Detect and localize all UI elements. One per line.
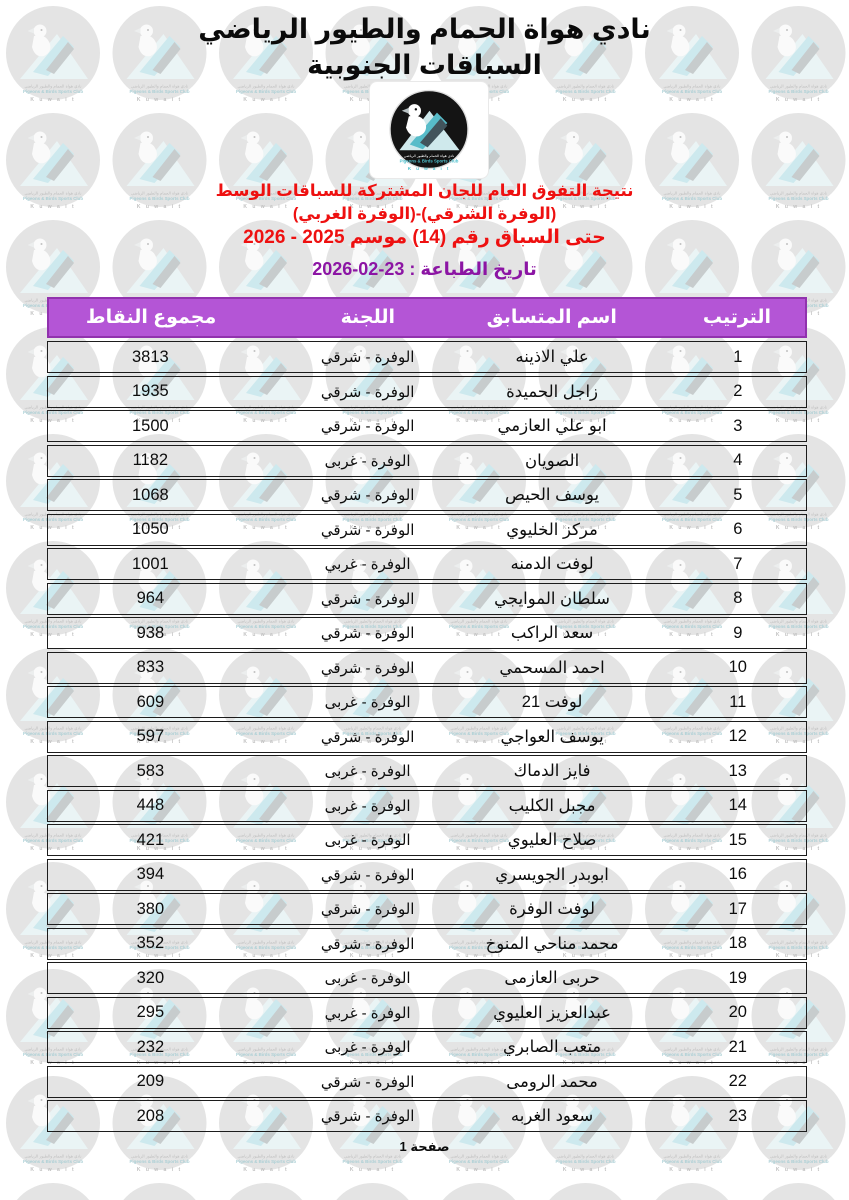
result-heading-line2: (الوفرة الشرقي)-(الوفرة الغربي) (292, 205, 557, 223)
committee-cell: الوفرة - شرقي (320, 659, 415, 677)
table-row (47, 893, 807, 925)
committee-cell: الوفرة - شرقي (320, 418, 415, 435)
table-row (47, 721, 807, 753)
table-row (47, 686, 807, 718)
points-cell: 380 (136, 899, 165, 918)
rank-cell: 2 (733, 382, 743, 400)
rank-cell: 12 (728, 727, 747, 745)
rank-cell: 20 (728, 1003, 747, 1021)
points-cell: 597 (136, 727, 165, 745)
rank-cell: 4 (733, 451, 743, 469)
points-cell: 938 (136, 623, 165, 642)
table-row (47, 928, 807, 960)
committee-cell: الوفرة - غربى (324, 763, 411, 780)
points-cell: 421 (136, 830, 165, 849)
rank-cell: 21 (728, 1037, 747, 1056)
committee-cell: الوفرة - غربي (324, 556, 411, 573)
name-cell: محمد مناحي المنوخ (485, 934, 619, 953)
table-row (47, 376, 807, 408)
table-row (47, 859, 807, 891)
points-cell: 209 (136, 1072, 165, 1090)
name-cell: حربى العازمى (504, 969, 600, 987)
header-name: اسم المتسابق (486, 307, 617, 328)
table-row (47, 583, 807, 615)
points-cell: 1182 (132, 451, 169, 469)
rank-cell: 22 (728, 1072, 747, 1090)
points-cell: 1050 (132, 520, 169, 538)
header-rank: الترتيب (702, 307, 772, 328)
committee-cell: الوفرة - شرقي (320, 1073, 415, 1091)
rank-cell: 13 (728, 761, 747, 780)
results-table (47, 297, 807, 1125)
print-date: تاريخ الطباعة : 23-02-2026 (312, 259, 537, 279)
name-cell: لوفت الدمنه (510, 555, 594, 573)
committee-cell: الوفرة - شرقي (320, 590, 415, 608)
points-cell: 352 (136, 934, 165, 952)
points-cell: 833 (136, 658, 165, 676)
committee-cell: الوفرة - غربى (324, 1039, 411, 1056)
committee-cell: الوفرة - شرقي (320, 866, 415, 884)
committee-cell: الوفرة - شرقي (320, 935, 415, 953)
points-cell: 448 (136, 796, 165, 814)
club-logo (370, 82, 488, 178)
rank-cell: 19 (728, 968, 747, 987)
table-row (47, 790, 807, 822)
rank-cell: 14 (728, 796, 747, 814)
committee-cell: الوفرة - غربى (324, 832, 411, 849)
rank-cell: 8 (733, 589, 743, 607)
rank-cell: 3 (733, 416, 743, 435)
committee-cell: الوفرة - شرقي (320, 487, 415, 504)
points-cell: 394 (136, 865, 165, 883)
rank-cell: 23 (728, 1106, 747, 1125)
table-row (47, 1031, 807, 1063)
table-row (47, 410, 807, 442)
table-row (47, 824, 807, 856)
committee-cell: الوفرة - شرقي (320, 901, 415, 918)
name-cell: متعب الصابري (503, 1038, 602, 1056)
points-cell: 232 (136, 1037, 165, 1056)
committee-cell: الوفرة - شرقي (320, 383, 415, 401)
table-row (47, 548, 807, 580)
name-cell: مجبل الكليب (508, 796, 596, 815)
name-cell: مركز الخليوي (506, 520, 598, 539)
name-cell: صلاح العليوي (507, 831, 597, 849)
rank-cell: 17 (728, 899, 747, 918)
table-row (47, 514, 807, 546)
rank-cell: 16 (728, 865, 747, 883)
name-cell: ابو علي العازمي (497, 417, 607, 435)
points-cell: 964 (136, 589, 165, 607)
club-logo-icon (375, 85, 483, 175)
points-cell: 583 (136, 761, 165, 780)
table-header-row (47, 297, 807, 338)
points-cell: 3813 (132, 347, 169, 366)
header-committee: اللجنة (340, 307, 396, 328)
name-cell: ابوبدر الجويسري (495, 865, 609, 884)
committee-cell: الوفرة - غربى (324, 694, 411, 711)
logo-arabic-text: نادي هواة الحمام والطيور الرياضي (403, 153, 455, 158)
points-cell: 208 (136, 1106, 165, 1125)
rank-cell: 6 (733, 520, 743, 538)
points-cell: 1068 (132, 485, 169, 504)
points-cell: 320 (136, 968, 165, 987)
name-cell: يوسف الحيص (505, 486, 600, 504)
table-row (47, 1100, 807, 1132)
table-row (47, 617, 807, 649)
committee-cell: الوفرة - شرقي (320, 625, 415, 642)
name-cell: فايز الدماك (513, 762, 591, 780)
rank-cell: 15 (728, 830, 747, 849)
points-cell: 1935 (132, 382, 169, 400)
rank-cell: 9 (733, 623, 743, 642)
name-cell: محمد الرومى (506, 1072, 598, 1091)
table-row (47, 341, 807, 373)
rank-cell: 11 (729, 692, 747, 711)
name-cell: زاجل الحميدة (506, 382, 599, 401)
name-cell: سعد الراكب (510, 624, 594, 642)
name-cell: يوسف العواجي (500, 727, 604, 746)
name-cell: لوفت 21 (521, 693, 583, 711)
committee-cell: الوفرة - غربى (324, 797, 411, 815)
rank-cell: 5 (733, 485, 743, 504)
name-cell: علي الاذينه (515, 348, 589, 366)
logo-kuwait-text: K u w a i t (407, 165, 451, 171)
committee-cell: الوفرة - شرقي (320, 728, 415, 746)
header-points: مجموع النقاط (85, 307, 217, 328)
table-row (47, 652, 807, 684)
committee-cell: الوفرة - غربي (324, 1004, 411, 1022)
page-number: صفحة 1 (399, 1139, 450, 1154)
result-heading-line3: حتى السباق رقم (14) موسم 2025 - 2026 (243, 227, 606, 248)
committee-cell: الوفرة - غربى (324, 452, 411, 470)
rank-cell: 18 (728, 934, 747, 952)
result-heading-line1: نتيجة التفوق العام للجان المشتركة للسباقات الوسط (215, 182, 634, 200)
points-cell: 609 (136, 692, 165, 711)
logo-english-text: Pigeons & Birds Sports Club (399, 158, 459, 164)
table-row (47, 962, 807, 994)
name-cell: عبدالعزيز العليوي (493, 1003, 612, 1022)
points-cell: 1500 (132, 416, 169, 435)
table-row (47, 479, 807, 511)
name-cell: احمد المسحمي (499, 658, 605, 677)
name-cell: الصويان (524, 451, 580, 470)
table-row (47, 997, 807, 1029)
name-cell: لوفت الوفرة (509, 900, 596, 918)
rank-cell: 10 (728, 658, 747, 676)
table-row (47, 1066, 807, 1098)
committee-cell: الوفرة - شرقي (320, 521, 415, 539)
points-cell: 1001 (132, 554, 169, 573)
committee-cell: الوفرة - شرقي (320, 1108, 415, 1125)
rank-cell: 1 (733, 347, 743, 366)
club-title-line1: نادي هواة الحمام والطيور الرياضي (198, 14, 651, 44)
committee-cell: الوفرة - غربى (324, 970, 411, 987)
club-title-line2: السباقات الجنوبية (307, 50, 542, 80)
committee-cell: الوفرة - شرقي (320, 349, 415, 366)
name-cell: سعود الغربه (510, 1107, 594, 1125)
table-row (47, 755, 807, 787)
points-cell: 295 (136, 1003, 165, 1021)
name-cell: سلطان الموايجي (494, 589, 610, 608)
table-row (47, 445, 807, 477)
rank-cell: 7 (733, 554, 743, 573)
table-rows (47, 341, 807, 1132)
